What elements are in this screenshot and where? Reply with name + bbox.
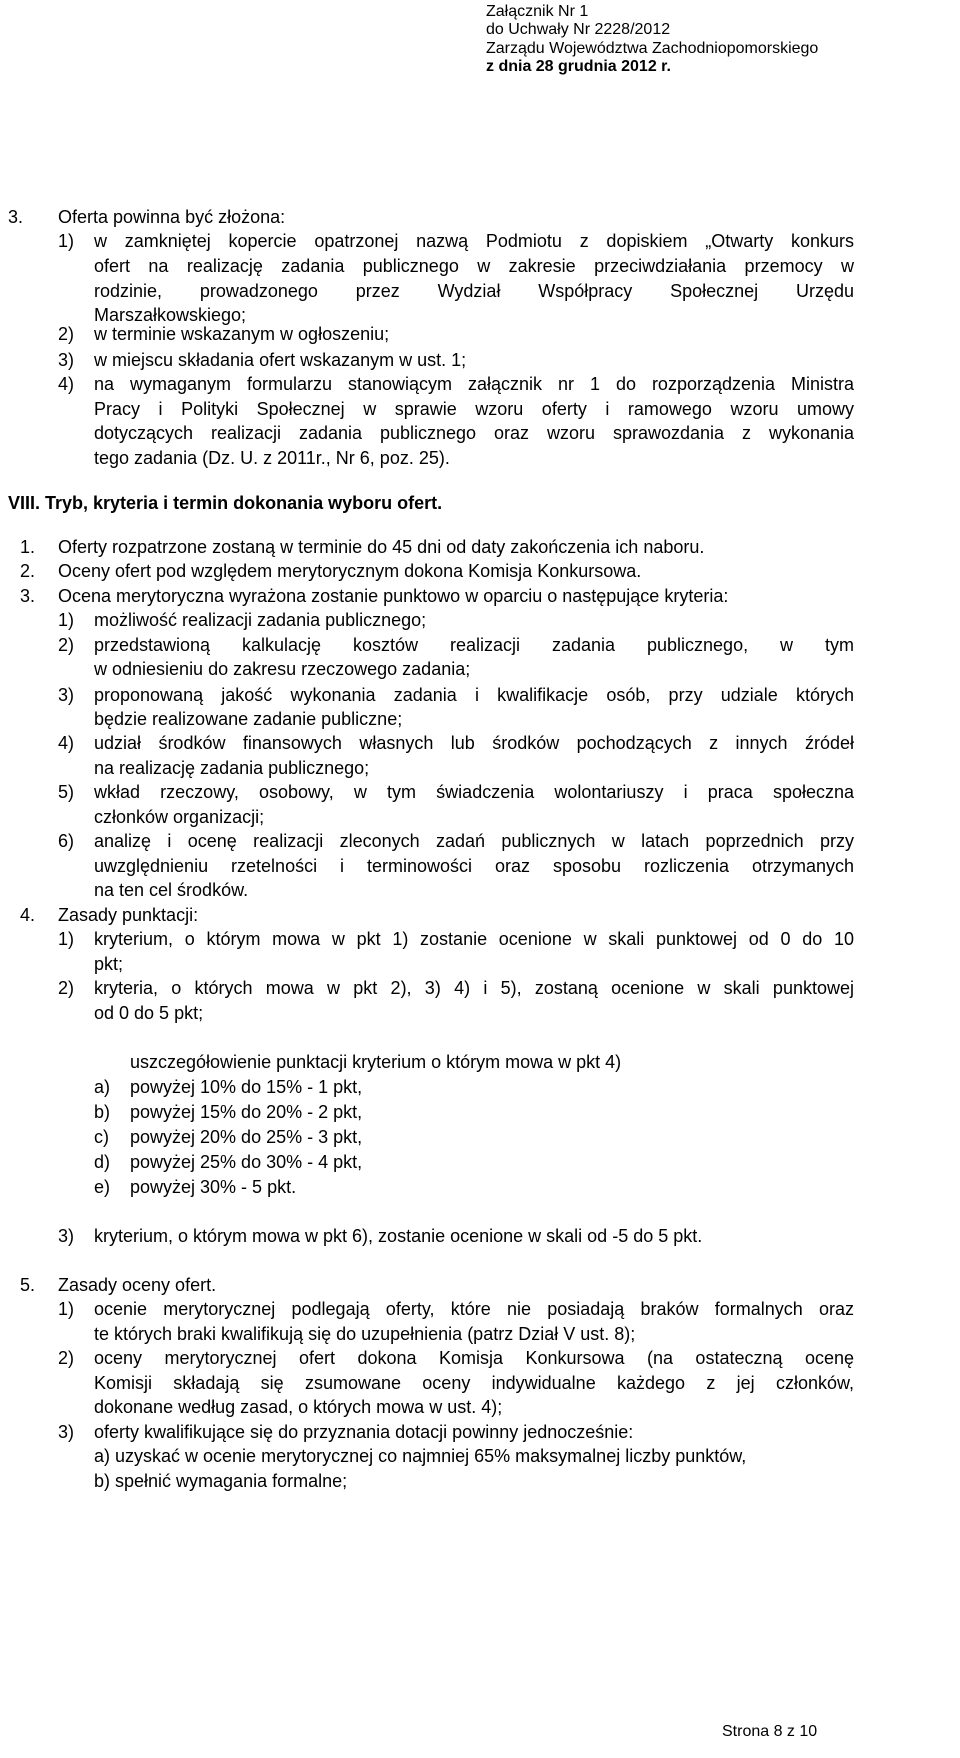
s3-item-3-line-1: w miejscu składania ofert wskazanym w ust. 1;: [94, 350, 467, 370]
p5-item-1-line-1: ocenie merytorycznej podlegają oferty, które nie posiadają braków formalnych oraz: [94, 1299, 854, 1319]
p2-text: Oceny ofert pod względem merytorycznym dokona Komisja Konkursowa.: [58, 561, 642, 581]
p3-item-6-number: 6): [58, 831, 75, 851]
header-line-3: Zarządu Województwa Zachodniopomorskiego: [486, 40, 819, 57]
p3-item-5-line-2: członków organizacji;: [94, 807, 265, 827]
p4-d-text: powyżej 25% do 30% - 4 pkt,: [130, 1152, 363, 1172]
header-line-2: do Uchwały Nr 2228/2012: [486, 21, 671, 38]
header-line-1: Załącznik Nr 1: [486, 3, 589, 20]
p4-d-letter: d): [94, 1152, 111, 1172]
p1-text: Oferty rozpatrzone zostaną w terminie do 45 dni od daty zakończenia ich naboru.: [58, 537, 705, 557]
p5-item-1-line-2: te których braki kwalifikują się do uzupełnienia (patrz Dział V ust. 8);: [94, 1324, 636, 1344]
p5-item-3-sub-b: b) spełnić wymagania formalne;: [94, 1471, 348, 1491]
p3-item-3-line-1: proponowaną jakość wykonania zadania i kwalifikacje osób, przy udziale których: [94, 685, 854, 705]
p3-item-4-number: 4): [58, 733, 75, 753]
s3-item-4-line-2: Pracy i Polityki Społecznej w sprawie wzoru oferty i ramowego wzoru umowy: [94, 399, 854, 419]
p3-item-4-line-1: udział środków finansowych własnych lub środków pochodzących z innych źródeł: [94, 733, 854, 753]
p4-b-text: powyżej 15% do 20% - 2 pkt,: [130, 1102, 363, 1122]
s3-item-1-line-4: Marszałkowskiego;: [94, 305, 247, 325]
p3-item-2-line-1: przedstawioną kalkulację kosztów realizacji zadania publicznego, w tym: [94, 635, 854, 655]
s3-item-2-line-1: w terminie wskazanym w ogłoszeniu;: [94, 324, 390, 344]
p4-item-1-number: 1): [58, 929, 75, 949]
s3-item-1-line-3: rodzinie, prowadzonego przez Wydział Współpracy Społecznej Urzędu: [94, 281, 854, 301]
p4-item-2-line-2: od 0 do 5 pkt;: [94, 1003, 204, 1023]
p5-item-2-line-2: Komisji składają się zsumowane oceny indywidualne każdego z jej członków,: [94, 1373, 854, 1393]
p4-item-2-number: 2): [58, 978, 75, 998]
s3-title: Oferta powinna być złożona:: [58, 207, 286, 227]
s3-item-4-number: 4): [58, 374, 75, 394]
s3-item-4-line-4: tego zadania (Dz. U. z 2011r., Nr 6, poz. 25).: [94, 448, 450, 468]
p4-item-3-number: 3): [58, 1226, 75, 1246]
s3-item-1-number: 1): [58, 231, 75, 251]
section-heading: VIII. Tryb, kryteria i termin dokonania wyboru ofert.: [8, 493, 443, 513]
p4-a-letter: a): [94, 1077, 111, 1097]
p3-item-2-line-2: w odniesieniu do zakresu rzeczowego zadania;: [94, 659, 471, 679]
p5-item-2-line-1: oceny merytorycznej ofert dokona Komisja Konkursowa (na ostateczną ocenę: [94, 1348, 854, 1368]
p4-number: 4.: [20, 905, 36, 925]
p4-a-text: powyżej 10% do 15% - 1 pkt,: [130, 1077, 363, 1097]
p3-item-5-line-1: wkład rzeczowy, osobowy, w tym świadczenia wolontariuszy i praca społeczna: [94, 782, 854, 802]
p4-e-text: powyżej 30% - 5 pkt.: [130, 1177, 297, 1197]
s3-item-1-line-2: ofert na realizację zadania publicznego w zakresie przeciwdziałania przemocy w: [94, 256, 854, 276]
p5-item-2-number: 2): [58, 1348, 75, 1368]
header-line-4: z dnia 28 grudnia 2012 r.: [486, 58, 671, 75]
p5-item-2-line-3: dokonane według zasad, o których mowa w ust. 4);: [94, 1397, 503, 1417]
p3-item-6-line-2: uwzględnieniu rzetelności i terminowości oraz sposobu rozliczenia otrzymanych: [94, 856, 854, 876]
p3-number: 3.: [20, 586, 36, 606]
p3-item-3-line-2: będzie realizowane zadanie publiczne;: [94, 709, 403, 729]
p4-text: Zasady punktacji:: [58, 905, 199, 925]
p3-text: Ocena merytoryczna wyrażona zostanie punktowo w oparciu o następujące kryteria:: [58, 586, 729, 606]
p3-item-3-number: 3): [58, 685, 75, 705]
p5-text: Zasady oceny ofert.: [58, 1275, 217, 1295]
p3-item-5-number: 5): [58, 782, 75, 802]
p3-item-2-number: 2): [58, 635, 75, 655]
p5-number: 5.: [20, 1275, 36, 1295]
p4-item-2-line-1: kryteria, o których mowa w pkt 2), 3) 4) i 5), zostaną ocenione w skali punktowej: [94, 978, 854, 998]
p3-item-4-line-2: na realizację zadania publicznego;: [94, 758, 370, 778]
p4-item-1-line-1: kryterium, o którym mowa w pkt 1) zostanie ocenione w skali punktowej od 0 do 10: [94, 929, 854, 949]
s3-item-3-number: 3): [58, 350, 75, 370]
p3-item-1-line-1: możliwość realizacji zadania publicznego;: [94, 610, 427, 630]
s3-number: 3.: [8, 207, 24, 227]
p4-detail-intro: uszczegółowienie punktacji kryterium o którym mowa w pkt 4): [130, 1052, 622, 1072]
p2-number: 2.: [20, 561, 36, 581]
p4-b-letter: b): [94, 1102, 111, 1122]
p1-number: 1.: [20, 537, 36, 557]
p3-item-6-line-3: na ten cel środków.: [94, 880, 249, 900]
s3-item-4-line-1: na wymaganym formularzu stanowiącym załącznik nr 1 do rozporządzenia Ministra: [94, 374, 854, 394]
p4-item-3-line-1: kryterium, o którym mowa w pkt 6), zostanie ocenione w skali od -5 do 5 pkt.: [94, 1226, 703, 1246]
s3-item-2-number: 2): [58, 324, 75, 344]
s3-item-1-line-1: w zamkniętej kopercie opatrzonej nazwą Podmiotu z dopiskiem „Otwarty konkurs: [94, 231, 854, 251]
p5-item-3-number: 3): [58, 1422, 75, 1442]
page-number: Strona 8 z 10: [722, 1723, 818, 1740]
p3-item-1-number: 1): [58, 610, 75, 630]
p4-e-letter: e): [94, 1177, 111, 1197]
p4-c-text: powyżej 20% do 25% - 3 pkt,: [130, 1127, 363, 1147]
p5-item-3-line-1: oferty kwalifikujące się do przyznania dotacji powinny jednocześnie:: [94, 1422, 634, 1442]
s3-item-4-line-3: dotyczących realizacji zadania publicznego oraz wzoru sprawozdania z wykonania: [94, 423, 854, 443]
p4-c-letter: c): [94, 1127, 109, 1147]
p5-item-1-number: 1): [58, 1299, 75, 1319]
p4-item-1-line-2: pkt;: [94, 954, 124, 974]
p3-item-6-line-1: analizę i ocenę realizacji zleconych zadań publicznych w latach poprzednich przy: [94, 831, 854, 851]
p5-item-3-sub-a: a) uzyskać w ocenie merytorycznej co najmniej 65% maksymalnej liczby punktów,: [94, 1446, 747, 1466]
